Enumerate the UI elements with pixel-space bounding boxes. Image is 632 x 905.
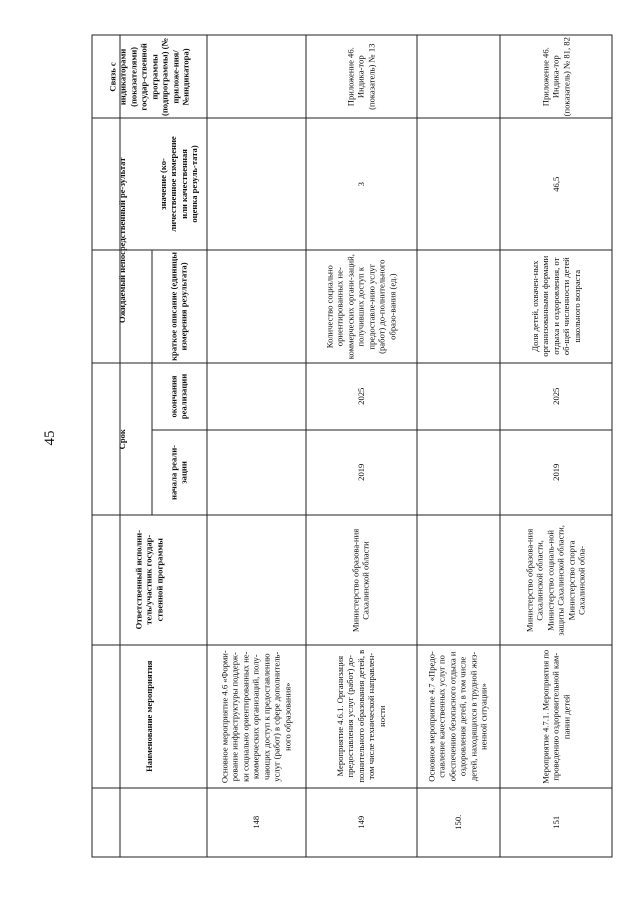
row-151-link: Приложение 46. Индика-тор (показатель) № 81, 82	[540, 36, 572, 117]
page-number: 45	[42, 430, 58, 446]
header-expected-value: значение (ко-личественное измерение или качественная оценка резуль-тата)	[158, 136, 200, 232]
row-150-desc	[417, 250, 499, 363]
row-151-responsible: Министерство образова-ния Сахалинской области, Министерство социаль-ной защиты Сахалинской области, Министерство спорта Сахалинской обла-	[524, 524, 587, 636]
row-151-start: 2019	[550, 463, 561, 482]
row-148-value	[207, 118, 305, 250]
row-151-end: 2025	[550, 387, 561, 406]
row-149-number: 149	[355, 816, 366, 829]
row-149-start: 2019	[355, 463, 366, 482]
row-151-desc: Доля детей, охвачен-ных организованными формами отдыха и оздоровления, от об-щей численности детей школьного возраста	[529, 256, 582, 357]
row-148-end	[207, 363, 305, 430]
row-151-name: Мероприятие 4.7.1. Мероприятия по проведению оздоровительной кам-пании детей	[540, 649, 572, 784]
row-150-number: 150.	[452, 814, 463, 831]
row-148-number: 148	[250, 816, 261, 829]
row-148-start	[207, 430, 305, 515]
row-148-desc	[207, 250, 305, 363]
row-150-start	[417, 430, 499, 515]
row-149-value: 3	[355, 181, 366, 187]
header-responsible: Ответственный исполни-тель/участник государ-ственной программы	[133, 530, 165, 630]
row-150-end	[417, 363, 499, 430]
row-148-name: Основное мероприятие 4.6 «Форми-рование инфраструктуры поддерж-ки социально ориентированных не-коммерческих организаций, полу-чающих доступ к предоставлению услуг (работ) в сфере дополнитель-ного образования»	[219, 650, 293, 783]
row-149-end: 2025	[355, 387, 366, 406]
header-name: Наименование мероприятия	[143, 660, 154, 773]
row-150-value	[417, 118, 499, 250]
row-149-responsible: Министерство образова-ния Сахалинской области	[350, 528, 371, 632]
row-150-name: Основное мероприятие 4.7 «Предо-ставление качественных услуг по обеспечению безопасного отдыха и оздоровления детей, в том числе детей, находящихся в трудной жиз-ненной ситуации»	[426, 651, 489, 782]
row-148-link	[207, 35, 305, 118]
row-151-value: 46,5	[550, 176, 561, 192]
row-149-desc: Количество социально ориентированных не-коммерческих органи-заций, получивших доступ к предоставле-нию услуг (работ) до-полнительного образо-вания (ед.)	[324, 253, 398, 360]
row-149-name: Мероприятие 4.6.1. Организация предоставления услуг (работ) до-полнительного образования детей, в том числе технической направлен-ности	[334, 650, 387, 783]
header-expected-desc: краткое описание (единицы измерения результата)	[168, 252, 189, 361]
header-term-start: начала реали-зации	[168, 445, 189, 500]
header-link: Связь с индикаторами (показателями) государ-ственной программы (подпрограммы) (№ приложе-ния/№индикатора)	[107, 37, 191, 116]
row-150-link	[417, 35, 499, 118]
row-148-responsible	[207, 515, 305, 645]
row-149-link: Приложение 46. Индика-тор (показатель) № 13	[345, 43, 377, 110]
header-term-end: окончания реализации	[168, 373, 189, 420]
header-expected: Ожидаемый непосредственный ре-зультат	[116, 157, 127, 324]
header-term: Срок	[116, 428, 127, 450]
row-150-responsible	[417, 515, 499, 645]
row-151-number: 151	[550, 816, 561, 829]
